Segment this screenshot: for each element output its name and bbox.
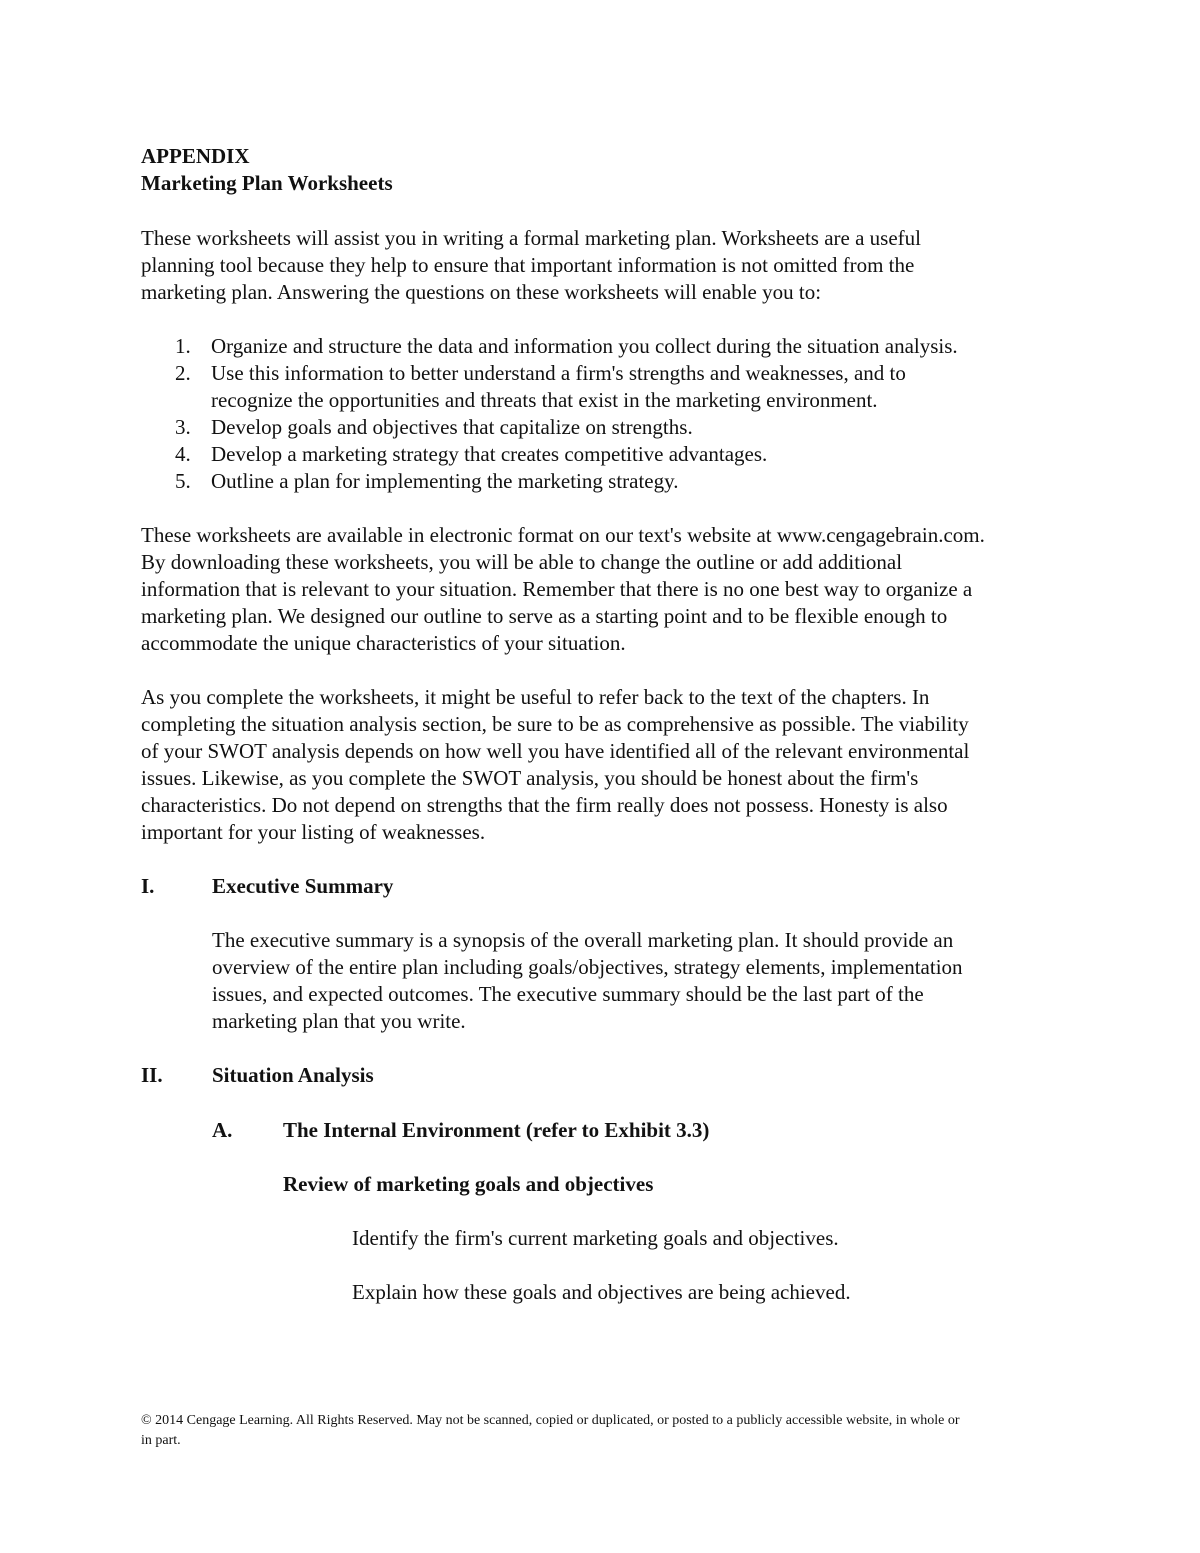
review-goals-heading: Review of marketing goals and objectives bbox=[283, 1172, 654, 1196]
footer-line: © 2014 Cengage Learning. All Rights Reserved. May not be scanned, copied or duplicated, or posted to a publicly accessible website, in whole or bbox=[141, 1413, 960, 1428]
list-number: 3. bbox=[175, 415, 191, 439]
intro-line: marketing plan. Answering the questions on these worksheets will enable you to: bbox=[141, 280, 822, 304]
prompt-explain-goals: Explain how these goals and objectives are being achieved. bbox=[352, 1280, 851, 1304]
executive-summary-line: marketing plan that you write. bbox=[212, 1009, 466, 1033]
list-item-text: Organize and structure the data and information you collect during the situation analysis. bbox=[211, 334, 958, 358]
advice-line: of your SWOT analysis depends on how well you have identified all of the relevant environmental bbox=[141, 739, 970, 763]
advice-line: issues. Likewise, as you complete the SWOT analysis, you should be honest about the firm's bbox=[141, 766, 919, 790]
executive-summary-line: overview of the entire plan including goals/objectives, strategy elements, implementation bbox=[212, 955, 963, 979]
section-numeral-ii: II. bbox=[141, 1063, 163, 1087]
objectives-list bbox=[141, 333, 958, 495]
section-heading-situation-analysis: Situation Analysis bbox=[212, 1063, 374, 1087]
availability-line: These worksheets are available in electronic format on our text's website at www.cengagebrain.com. bbox=[141, 523, 985, 547]
executive-summary-line: issues, and expected outcomes. The executive summary should be the last part of the bbox=[212, 982, 924, 1006]
availability-paragraph bbox=[141, 522, 1071, 657]
executive-summary-paragraph bbox=[212, 927, 1072, 1035]
availability-line: accommodate the unique characteristics of your situation. bbox=[141, 631, 626, 655]
subsection-heading-internal-environment: The Internal Environment (refer to Exhibit 3.3) bbox=[283, 1118, 710, 1142]
appendix-label: APPENDIX bbox=[141, 144, 250, 168]
list-item-text: Develop goals and objectives that capitalize on strengths. bbox=[211, 415, 693, 439]
list-number: 4. bbox=[175, 442, 191, 466]
advice-line: characteristics. Do not depend on strengths that the firm really does not possess. Honesty is also bbox=[141, 793, 948, 817]
list-item bbox=[141, 360, 958, 414]
list-number: 1. bbox=[175, 334, 191, 358]
intro-line: These worksheets will assist you in writing a formal marketing plan. Worksheets are a useful bbox=[141, 226, 921, 250]
advice-line: important for your listing of weaknesses. bbox=[141, 820, 486, 844]
list-number: 5. bbox=[175, 469, 191, 493]
list-item-text: Develop a marketing strategy that creates competitive advantages. bbox=[211, 442, 768, 466]
list-item bbox=[141, 333, 958, 360]
availability-line: By downloading these worksheets, you will be able to change the outline or add additional bbox=[141, 550, 903, 574]
availability-line: marketing plan. We designed our outline to serve as a starting point and to be flexible enough to bbox=[141, 604, 948, 628]
document-title: Marketing Plan Worksheets bbox=[141, 171, 393, 195]
availability-line: information that is relevant to your situation. Remember that there is no one best way to organize a bbox=[141, 577, 973, 601]
intro-paragraph bbox=[141, 225, 1071, 306]
prompt-identify-goals: Identify the firm's current marketing goals and objectives. bbox=[352, 1226, 839, 1250]
copyright-footer bbox=[141, 1411, 1071, 1451]
list-item-text: Outline a plan for implementing the marketing strategy. bbox=[211, 469, 679, 493]
advice-line: completing the situation analysis section, be sure to be as comprehensive as possible. The viability bbox=[141, 712, 969, 736]
executive-summary-line: The executive summary is a synopsis of the overall marketing plan. It should provide an bbox=[212, 928, 954, 952]
advice-line: As you complete the worksheets, it might be useful to refer back to the text of the chapters. In bbox=[141, 685, 930, 709]
list-number: 2. bbox=[175, 361, 191, 385]
list-item bbox=[141, 441, 958, 468]
list-item-text: recognize the opportunities and threats that exist in the marketing environment. bbox=[211, 388, 878, 412]
list-item-text: Use this information to better understand a firm's strengths and weaknesses, and to bbox=[211, 361, 906, 385]
section-heading-executive-summary: Executive Summary bbox=[212, 874, 394, 898]
list-item bbox=[141, 468, 958, 495]
subsection-letter-a: A. bbox=[212, 1118, 233, 1142]
list-item bbox=[141, 414, 958, 441]
advice-paragraph bbox=[141, 684, 1071, 846]
intro-line: planning tool because they help to ensure that important information is not omitted from the bbox=[141, 253, 915, 277]
section-numeral-i: I. bbox=[141, 874, 155, 898]
footer-line: in part. bbox=[141, 1433, 181, 1448]
